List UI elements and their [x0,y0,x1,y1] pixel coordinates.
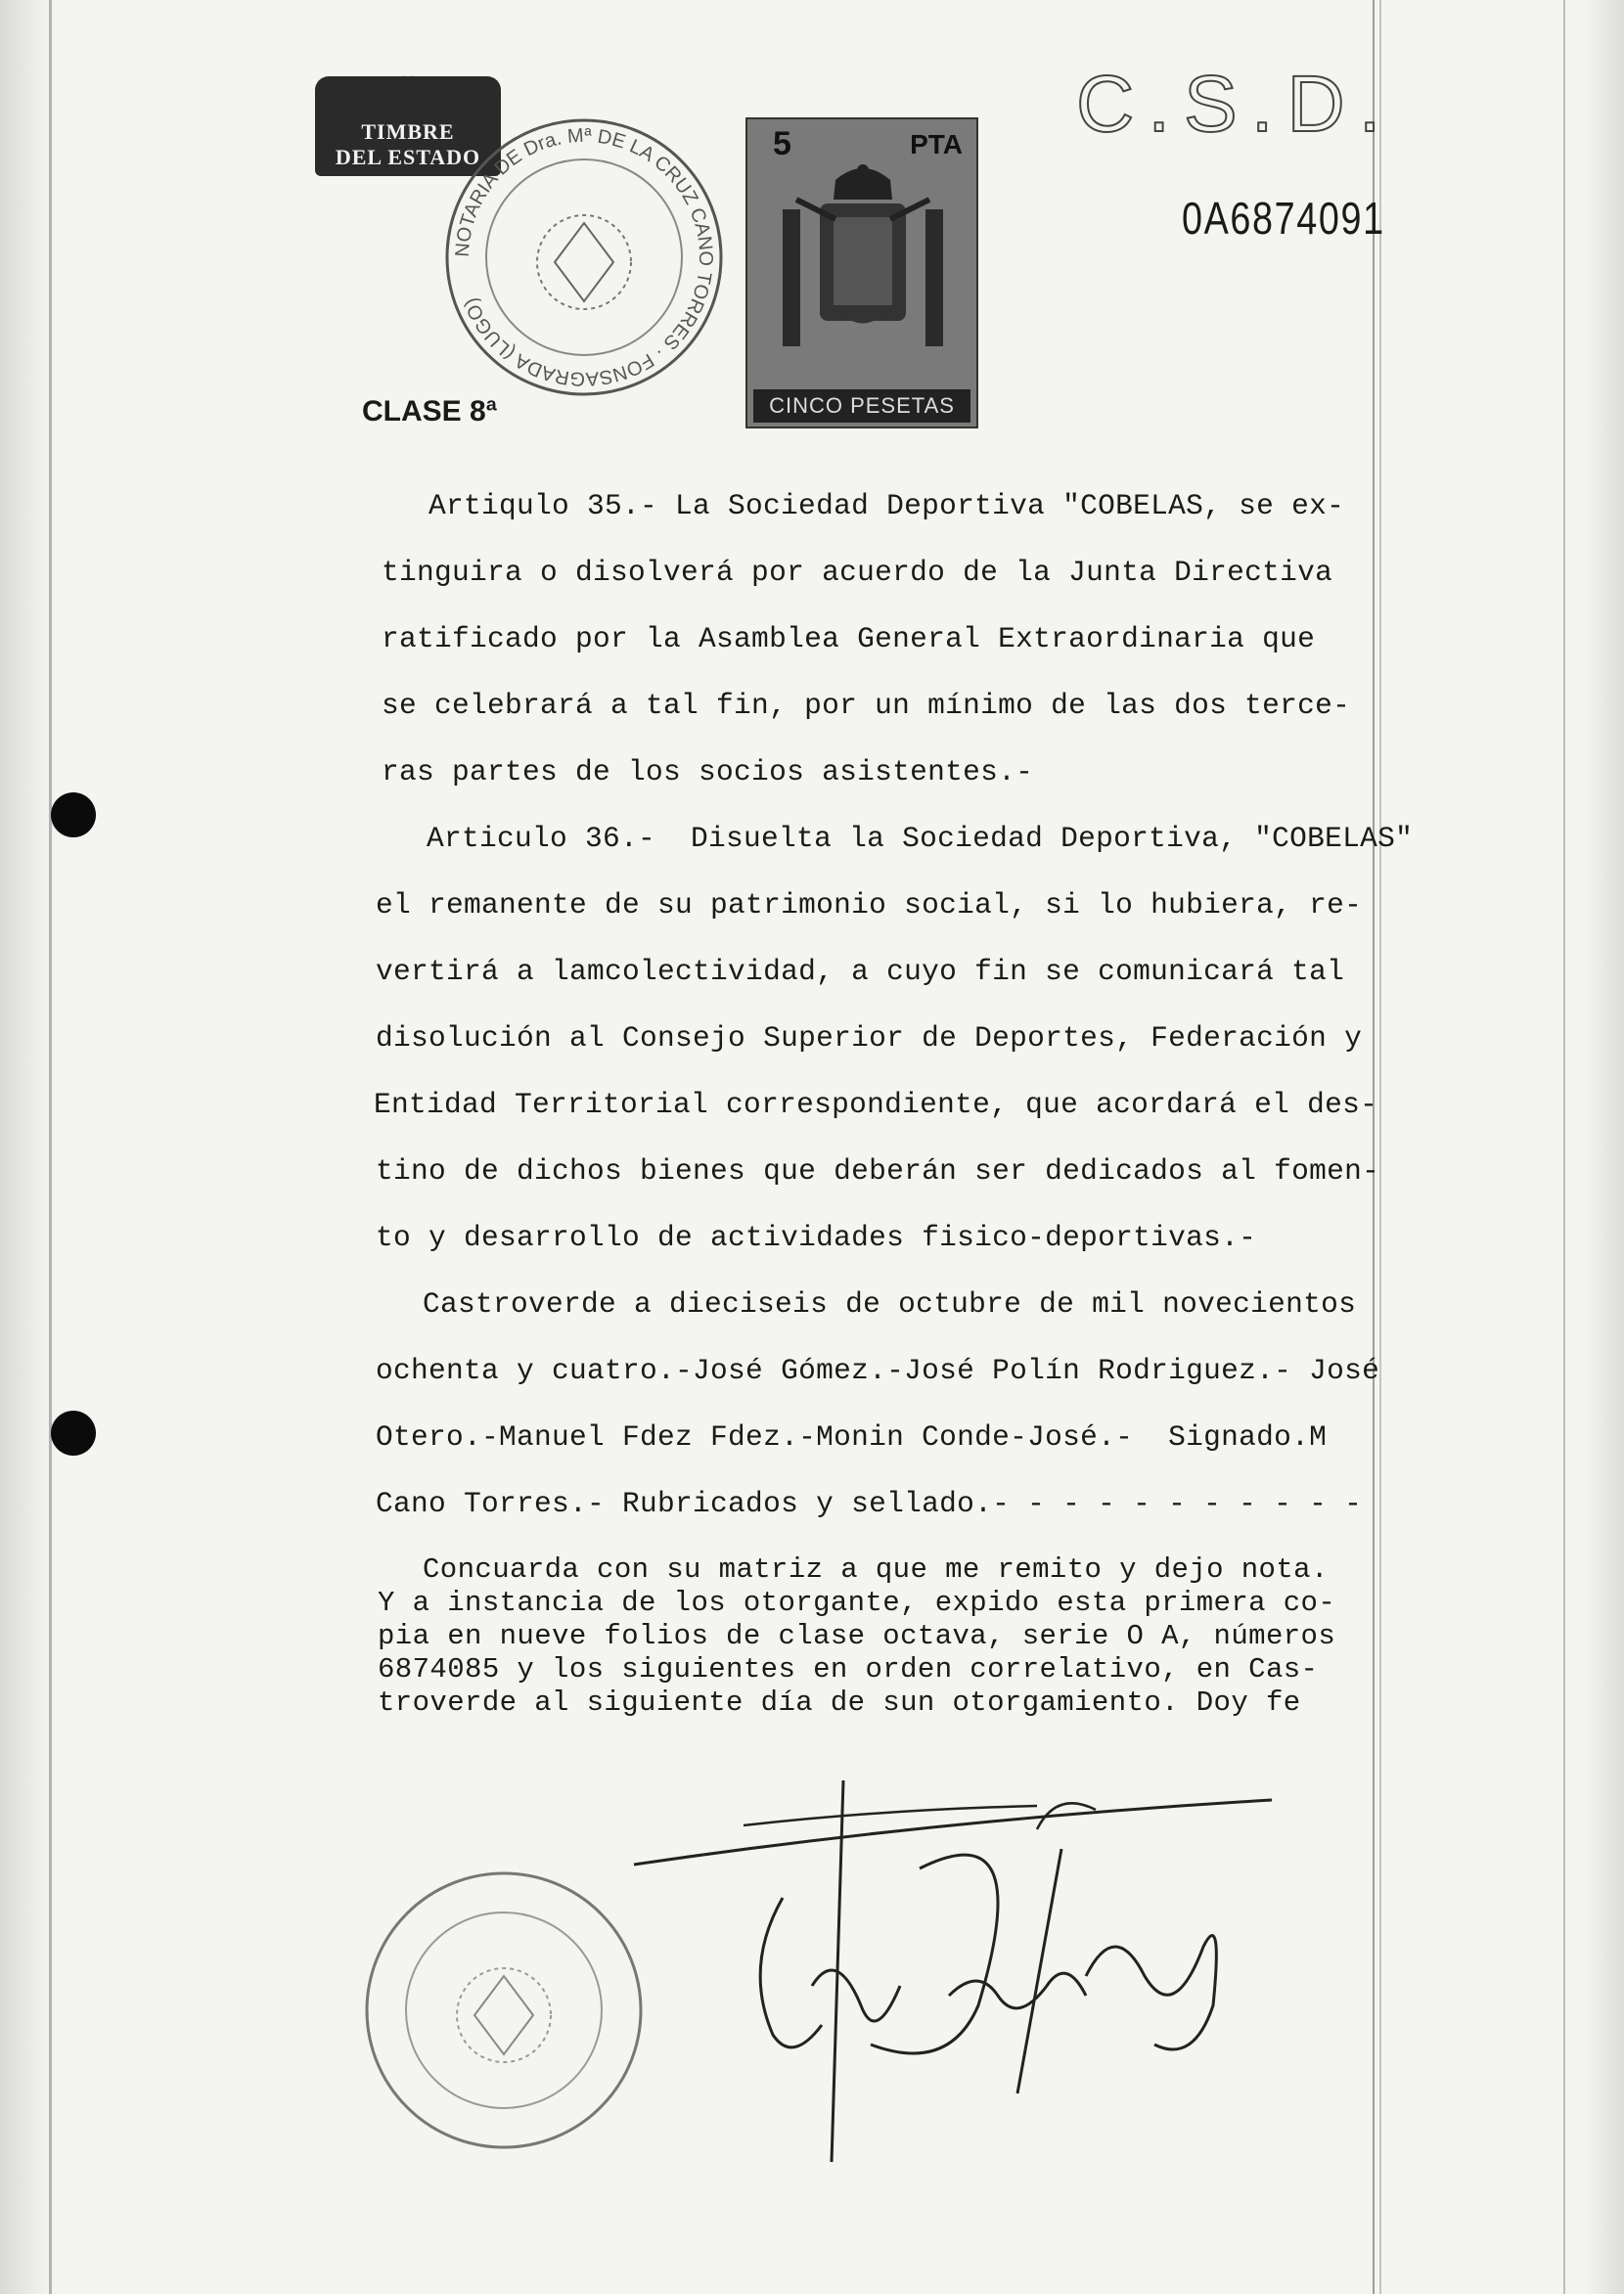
body-line: vertirá a lamcolectividad, a cuyo fin se comunicará tal [376,955,1345,988]
binding-line [49,0,52,2294]
body-line: ratificado por la Asamblea General Extraordinaria que [382,622,1316,655]
stamp-unit: PTA [910,129,963,159]
serial-number: 0A6874091 [1182,193,1385,244]
closing-line: pia en nueve folios de clase octava, serie O A, números [378,1620,1336,1652]
coat-of-arms-icon [777,160,949,385]
timbre-line2: DEL ESTADO [335,145,481,169]
body-line: Entidad Territorial correspondiente, que acordará el des- [374,1088,1378,1121]
margin-line [1563,0,1565,2294]
fiscal-stamp [745,117,978,428]
body-line: to y desarrollo de actividades fisico-deportivas.- [376,1221,1257,1254]
stamp-value: 5 [773,125,791,162]
notary-seal-top [442,115,726,399]
timbre-line1: TIMBRE [361,119,455,144]
body-line: Cano Torres.- Rubricados y sellado.- - - - - - - - - - - [376,1487,1363,1520]
closing-line: Concuarda con su matriz a que me remito y dejo nota. [423,1553,1329,1586]
body-line: tinguira o disolverá por acuerdo de la Junta Directiva [382,556,1333,589]
body-line: el remanente de su patrimonio social, si lo hubiera, re- [376,888,1363,922]
body-line: Articulo 36.- Disuelta la Sociedad Deportiva, "COBELAS" [427,822,1414,855]
notary-seal-bottom [362,1868,646,2152]
punch-hole-bottom [51,1411,96,1456]
perforation-letters: C.S.D. [1076,60,1395,149]
fold-line-shadow [1379,0,1381,2294]
body-line: tino de dichos bienes que deberán ser dedicados al fomen- [376,1154,1380,1188]
clase-label: CLASE 8ª [362,395,497,427]
svg-text:NOTARIA DE Dra. Mª DE LA CRUZ [452,125,716,389]
body-line: Otero.-Manuel Fdez Fdez.-Monin Conde-José.- Signado.M [376,1420,1328,1454]
body-line: ras partes de los socios asistentes.- [382,755,1034,788]
body-line: ochenta y cuatro.-José Gómez.-José Polín Rodriguez.- José [376,1354,1380,1387]
scan-right-edge [1585,0,1624,2294]
closing-line: troverde al siguiente día de sun otorgamiento. Doy fe [378,1687,1301,1719]
punch-hole-top [51,792,96,837]
closing-line: Y a instancia de los otorgante, expido esta primera co- [378,1587,1336,1619]
notary-signature [626,1751,1291,2201]
closing-line: 6874085 y los siguientes en orden correlativo, en Cas- [378,1653,1319,1686]
body-line: disolución al Consejo Superior de Deportes, Federación y [376,1021,1363,1055]
fold-line [1373,0,1375,2294]
body-line: Artiqulo 35.- La Sociedad Deportiva "COBELAS, se ex- [429,489,1345,522]
body-line: se celebrará a tal fin, por un mínimo de las dos terce- [382,689,1351,722]
seal-text: NOTARIA DE Dra. Mª DE LA CRUZ CANO TORRES · FONSAGRADA (LUGO) [451,124,717,390]
stamp-caption: CINCO PESETAS [753,389,970,423]
body-line: Castroverde a dieciseis de octubre de mil novecientos [423,1287,1357,1321]
